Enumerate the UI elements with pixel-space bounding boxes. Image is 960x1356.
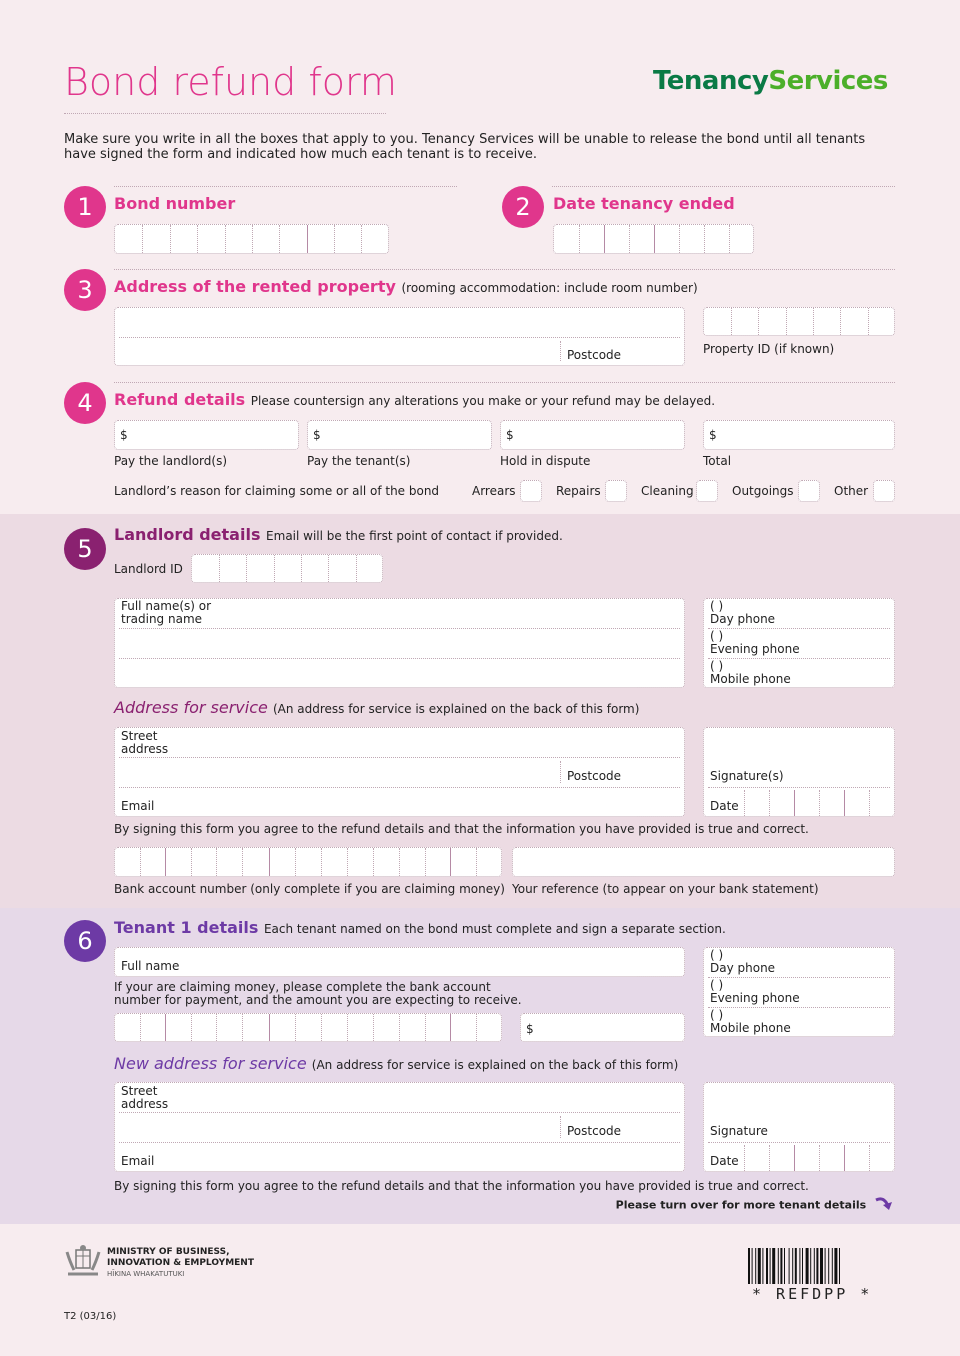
refund-details-title-text: Refund details [114,390,246,409]
barcode-bar [802,1248,803,1284]
area-code-brackets: ( ) [710,1008,724,1022]
landlord-signature-input[interactable] [703,727,895,817]
landlord-day-phone-text: Day phone [710,612,776,626]
barcode-bar [762,1248,763,1284]
landlord-street-label [121,730,168,756]
barcode-bar [799,1248,800,1284]
pay-tenant-input[interactable] [307,420,492,450]
landlord-evening-phone-label [710,630,800,656]
barcode-text: * REFDPP * [752,1285,873,1303]
currency-symbol: $ [709,428,717,442]
barcode-bar [825,1248,826,1284]
landlord-signature-label: Signature(s) [710,769,784,783]
new-address-for-service-subtitle: (An address for service is explained on the back of this form) [311,1058,679,1072]
refund-details-title [114,390,715,409]
barcode-bar [806,1248,809,1284]
bond-number-input[interactable] [114,224,389,254]
currency-symbol: $ [313,428,321,442]
landlord-evening-phone-text: Evening phone [710,642,800,656]
refund-details-subtitle: Please countersign any alterations you make or your refund may be delayed. [250,394,716,408]
form-code: T2 (03/16) [64,1311,117,1322]
date-tenancy-ended-input[interactable] [553,224,754,254]
barcode [748,1248,894,1284]
barcode-bar [780,1248,782,1284]
address-for-service-title-text: Address for service [114,698,268,717]
landlord-full-name-input[interactable] [114,598,685,688]
landlord-full-name-label-line1: Full name(s) or [121,599,212,613]
area-code-brackets: ( ) [710,978,724,992]
logo-word-services: Services [768,66,888,96]
tenant-mobile-phone-text: Mobile phone [710,1021,791,1035]
landlord-email-label: Email [121,799,155,813]
reason-arrears-checkbox[interactable] [520,480,542,502]
landlord-reference-input[interactable] [512,847,895,877]
tenant-agreement-text: By signing this form you agree to the refund details and that the information you have provided is true and correct. [114,1179,809,1193]
tenant-day-phone-label [710,949,775,975]
property-id-label: Property ID (if known) [703,342,835,356]
reason-cleaning-checkbox[interactable] [696,480,718,502]
tenant-signature-label: Signature [710,1124,768,1138]
reason-repairs-label: Repairs [556,484,601,498]
currency-symbol: $ [526,1022,534,1036]
barcode-bar [789,1248,790,1284]
barcode-bar [792,1248,793,1284]
reason-other-label: Other [834,484,869,498]
barcode-bar [839,1248,840,1284]
reason-outgoings-checkbox[interactable] [798,480,820,502]
bond-number-title: Bond number [114,194,236,213]
landlord-full-name-label [121,600,211,626]
tenant-email-label: Email [121,1154,155,1168]
currency-symbol: $ [506,428,514,442]
total-label: Total [703,454,732,468]
barcode-bar [766,1248,768,1284]
tenant-evening-phone-text: Evening phone [710,991,800,1005]
barcode-bar [748,1248,750,1284]
barcode-bar [778,1248,779,1284]
tenant-evening-phone-label [710,979,800,1005]
claim-instructions-line1: If your are claiming money, please complete the bank account [114,980,491,994]
claim-instructions-line2: number for payment, and the amount you are expecting to receive. [114,993,522,1007]
street-label-line1: Street [121,1084,158,1098]
tenant-mobile-phone-label [710,1009,791,1035]
logo-word-tenancy: Tenancy [653,66,769,96]
reason-other-checkbox[interactable] [873,480,895,502]
barcode-bar [755,1248,756,1284]
currency-symbol: $ [120,428,128,442]
landlord-details-subtitle: Email will be the first point of contact if provided. [266,529,563,543]
landlord-details-title-text: Landlord details [114,525,261,544]
new-address-for-service-title [114,1054,678,1073]
barcode-bar [810,1248,811,1284]
page-title: Bond refund form [64,60,397,104]
landlord-phones-input[interactable] [703,598,895,688]
reason-arrears-label: Arrears [472,484,516,498]
address-rented-title-text: Address of the rented property [114,277,396,296]
landlord-address-input[interactable] [114,727,685,817]
ministry-line1: MINISTRY OF BUSINESS, [107,1247,230,1257]
tenant-date-label: Date [710,1154,739,1168]
date-tenancy-ended-title: Date tenancy ended [553,194,735,213]
reason-repairs-checkbox[interactable] [605,480,627,502]
section-1-number: 1 [64,186,106,228]
curved-arrow-icon [874,1196,894,1215]
address-rented-title [114,277,698,296]
street-label-line1: Street [121,729,158,743]
reason-outgoings-label: Outgoings [732,484,794,498]
tenant-bank-account-input[interactable] [114,1013,502,1042]
landlord-date-label: Date [710,799,739,813]
rented-address-input[interactable] [114,307,685,366]
landlord-mobile-phone-text: Mobile phone [710,672,791,686]
landlord-reference-label: Your reference (to appear on your bank statement) [512,882,819,896]
address-rented-subtitle: (rooming accommodation: include room number) [401,281,698,295]
address-for-service-title [114,698,639,717]
intro-text: Make sure you write in all the boxes that apply to you. Tenancy Services will be unable to release the bond until all tenants have signed the form and indicated how much each tenant is to receive. [64,132,866,162]
ministry-line3: HĪKINA WHAKATUTUKI [107,1270,185,1278]
landlord-reason-label: Landlord’s reason for claiming some or all of the bond [114,484,440,498]
landlord-details-title [114,525,563,544]
tenant-amount-input[interactable] [520,1013,685,1042]
turn-over-text: Please turn over for more tenant details [615,1198,867,1212]
landlord-postcode-label: Postcode [567,769,622,783]
nz-coat-of-arms-icon [64,1244,102,1284]
landlord-id-label: Landlord ID [114,562,183,576]
barcode-bar [784,1248,785,1284]
tenant-claim-instructions [114,981,522,1007]
ministry-name [107,1247,254,1280]
pay-landlord-label: Pay the landlord(s) [114,454,228,468]
tenancy-services-logo [653,66,888,96]
rented-postcode-label: Postcode [567,348,622,362]
property-id-input[interactable] [703,307,895,336]
new-address-for-service-title-text: New address for service [114,1054,307,1073]
barcode-bar [772,1248,775,1284]
tenant-day-phone-text: Day phone [710,961,776,975]
pay-landlord-input[interactable] [114,420,299,450]
tenant-details-title-text: Tenant 1 details [114,918,259,937]
tenant-details-subtitle: Each tenant named on the bond must complete and sign a separate section. [263,922,726,936]
barcode-bar [834,1248,837,1284]
barcode-bar [828,1248,829,1284]
address-for-service-subtitle: (An address for service is explained on the back of this form) [272,702,640,716]
tenant-signature-input[interactable] [703,1082,895,1172]
tenant-full-name-input[interactable] [114,947,685,977]
section-2-number: 2 [502,186,544,228]
tenant-full-name-label: Full name [121,959,180,973]
barcode-bar [814,1248,815,1284]
tenant-street-label [121,1085,168,1111]
barcode-bar [832,1248,833,1284]
landlord-bank-account-label: Bank account number (only complete if you are claiming money) [114,882,505,896]
ministry-line2: INNOVATION & EMPLOYMENT [107,1258,254,1268]
area-code-brackets: ( ) [710,948,724,962]
barcode-bar [770,1248,771,1284]
barcode-bars [748,1248,894,1284]
landlord-day-phone-label [710,600,775,626]
barcode-bar [816,1248,818,1284]
tenant-details-title [114,918,726,937]
section-4-number: 4 [64,382,106,424]
landlord-id-input[interactable] [191,554,383,583]
pay-tenant-label: Pay the tenant(s) [307,454,411,468]
tenant-address-input[interactable] [114,1082,685,1172]
area-code-brackets: ( ) [710,659,724,673]
section-5-number: 5 [64,528,106,570]
section-3-number: 3 [64,269,106,311]
barcode-bar [795,1248,797,1284]
street-label-line2: address [121,1097,169,1111]
barcode-bar [820,1248,823,1284]
street-label-line2: address [121,742,169,756]
turn-over-note [616,1196,894,1215]
hold-in-dispute-input[interactable] [500,420,685,450]
area-code-brackets: ( ) [710,599,724,613]
barcode-bar [758,1248,761,1284]
reason-cleaning-label: Cleaning [641,484,694,498]
hold-in-dispute-label: Hold in dispute [500,454,591,468]
tenant-phones-input[interactable] [703,947,895,1037]
landlord-bank-account-input[interactable] [114,847,502,877]
landlord-full-name-label-line2: trading name [121,612,203,626]
section-6-number: 6 [64,920,106,962]
tenant-postcode-label: Postcode [567,1124,622,1138]
landlord-agreement-text: By signing this form you agree to the refund details and that the information you have provided is true and correct. [114,822,809,836]
landlord-mobile-phone-label [710,660,791,686]
total-input[interactable] [703,420,895,450]
area-code-brackets: ( ) [710,629,724,643]
barcode-bar [752,1248,753,1284]
